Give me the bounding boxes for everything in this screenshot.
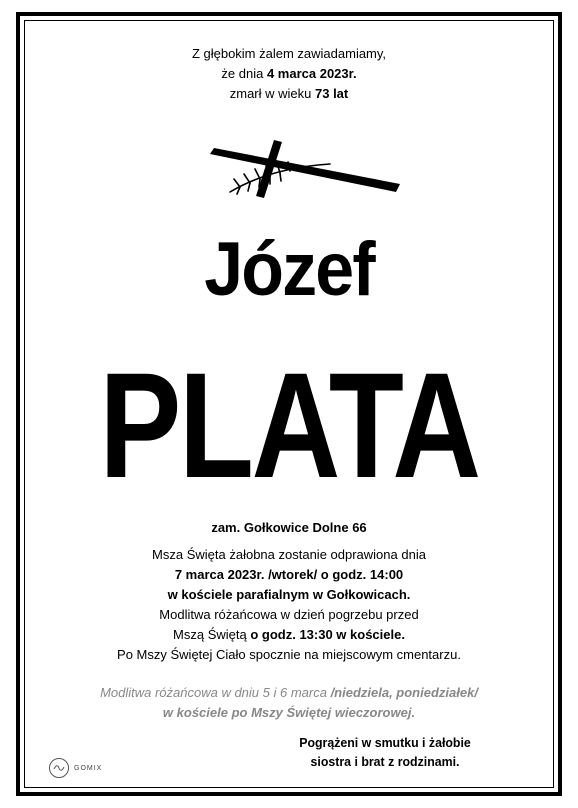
- funeral-line-2: 7 marca 2023r. /wtorek/ o godz. 14:00: [174, 567, 404, 582]
- gomix-logo-icon: [48, 757, 70, 779]
- death-date: 4 marca 2023r.: [266, 66, 357, 81]
- signoff-line-1: Pogrążeni w smutku i żałobie: [299, 735, 471, 750]
- gomix-logo-text: GOMIX: [74, 764, 103, 772]
- rosary-line-1: Modlitwa różańcowa w dniu 5 i 6 marca /niedziela, poniedziałek/: [100, 685, 478, 700]
- intro-line-2: że dnia 4 marca 2023r.: [221, 66, 357, 81]
- intro-line-3: zmarł w wieku 73 lat: [229, 86, 349, 101]
- funeral-line-5: Mszą Świętą o godz. 13:30 w kościele.: [173, 627, 405, 642]
- funeral-line-4: Modlitwa różańcowa w dzień pogrzebu przed: [159, 607, 419, 622]
- first-name: Józef: [204, 227, 374, 312]
- cross-icon: [210, 140, 400, 200]
- age: 73 lat: [315, 86, 349, 101]
- last-name: PLATA: [99, 341, 479, 509]
- address: zam. Gołkowice Dolne 66: [211, 520, 367, 535]
- signoff-line-2: siostra i brat z rodzinami.: [310, 754, 460, 769]
- gomix-logo: [48, 756, 102, 780]
- funeral-line-3: w kościele parafialnym w Gołkowicach.: [167, 587, 411, 602]
- funeral-line-1: Msza Święta żałobna zostanie odprawiona dnia: [152, 547, 426, 562]
- funeral-line-6: Po Mszy Świętej Ciało spocznie na miejscowym cmentarzu.: [117, 647, 461, 662]
- intro-line-1: Z głębokim żalem zawiadamiamy,: [191, 46, 387, 61]
- rosary-line-2: w kościele po Mszy Świętej wieczorowej.: [162, 705, 416, 720]
